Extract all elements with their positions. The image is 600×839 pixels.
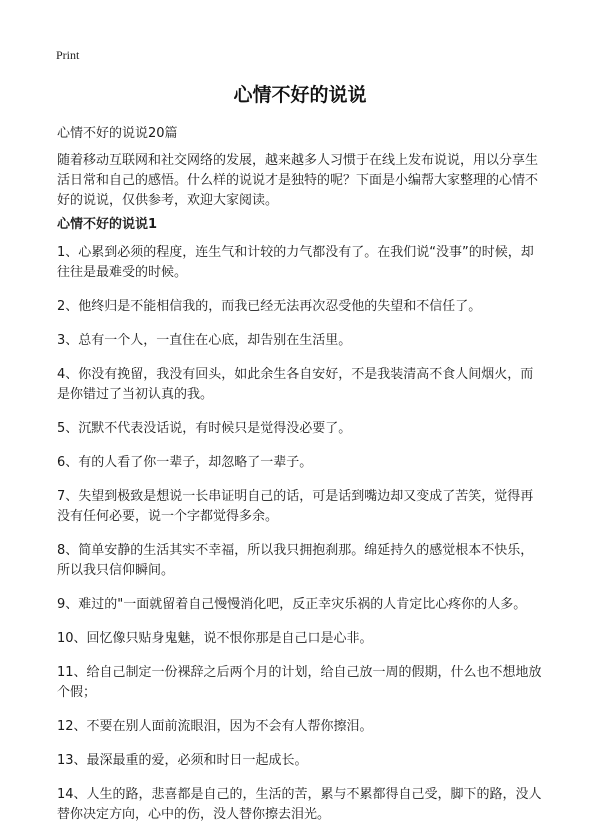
list-item: 7、失望到极致是想说一长串证明自己的话，可是话到嘴边却又变成了苦笑，觉得再没有任何必要，说一个字都觉得多余。 bbox=[57, 489, 534, 524]
list-item: 2、他终归是不能相信我的，而我已经无法再次忍受他的失望和不信任了。 bbox=[57, 299, 482, 314]
list-item: 9、难过的"一面就留着自己慢慢消化吧，反正幸灾乐祸的人肯定比心疼你的人多。 bbox=[57, 597, 527, 612]
intro-paragraph: 随着移动互联网和社交网络的发展，越来越多人习惯于在线上发布说说，用以分享生活日常和自己的感悟。什么样的说说才是独特的呢？下面是小编帮大家整理的心情不好的说说，仅供参考，欢迎大家阅读。 bbox=[57, 153, 539, 208]
list-item: 8、简单安静的生活其实不幸福，所以我只拥抱刹那。绵延持久的感觉根本不快乐，所以我只信仰瞬间。 bbox=[57, 543, 534, 578]
quote-list bbox=[57, 243, 545, 839]
list-item: 1、心累到必须的程度，连生气和计较的力气都没有了。在我们说“没事”的时候，却往往是最难受的时候。 bbox=[57, 245, 534, 280]
list-item: 13、最深最重的爱，必须和时日一起成长。 bbox=[57, 753, 308, 768]
section-heading: 心情不好的说说1 bbox=[57, 217, 158, 232]
subtitle: 心情不好的说说20篇 bbox=[57, 126, 178, 141]
list-item: 14、人生的路，悲喜都是自己的，生活的苦，累与不累都得自己受，脚下的路，没人替你决定方向，心中的伤，没人替你擦去泪光。 bbox=[57, 787, 542, 822]
list-item: 11、给自己制定一份裸辞之后两个月的计划，给自己放一周的假期，什么也不想地放个假； bbox=[57, 665, 542, 700]
list-item: 5、沉默不代表没话说，有时候只是觉得没必要了。 bbox=[57, 421, 352, 436]
list-item: 4、你没有挽留，我没有回头，如此余生各自安好，不是我装清高不食人间烟火，而是你错过了当初认真的我。 bbox=[57, 367, 534, 402]
list-item: 6、有的人看了你一辈子，却忽略了一辈子。 bbox=[57, 455, 313, 470]
list-item: 12、不要在别人面前流眼泪，因为不会有人帮你擦泪。 bbox=[57, 719, 373, 734]
list-item: 10、回忆像只贴身鬼魅，说不恨你那是自己口是心非。 bbox=[57, 631, 373, 646]
list-item: 3、总有一个人，一直住在心底，却告别在生活里。 bbox=[57, 333, 352, 348]
print-link[interactable]: Print bbox=[56, 48, 80, 62]
page-title: 心情不好的说说 bbox=[233, 84, 367, 106]
